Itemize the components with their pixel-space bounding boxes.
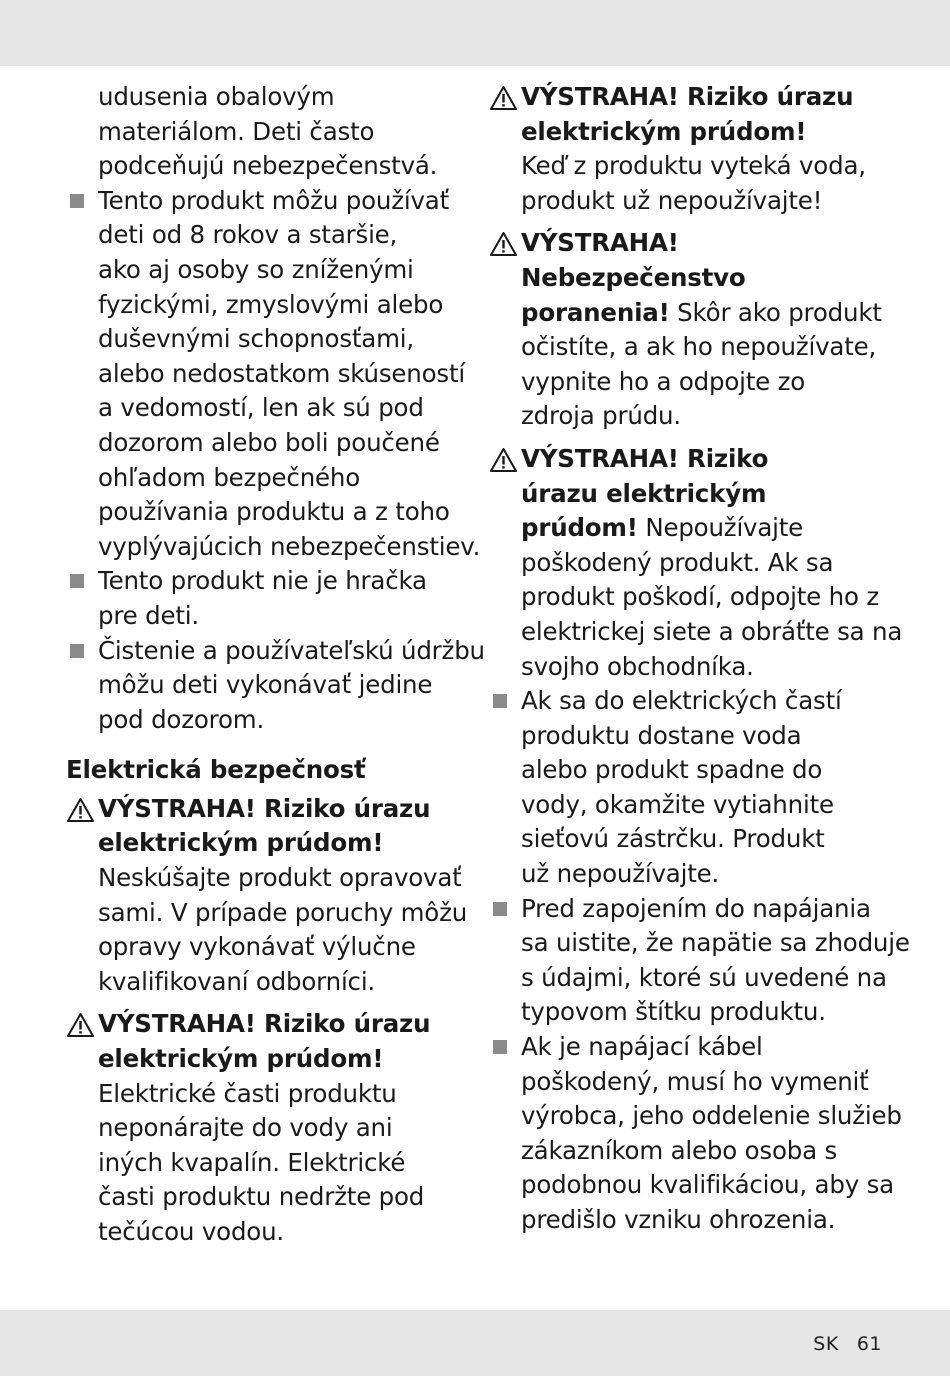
text-line: poškodený, musí ho vymeniť	[521, 1066, 869, 1096]
text-line: Tento produkt nie je hračka	[98, 566, 427, 596]
warning-title: elektrickým prúdom!	[521, 116, 807, 146]
warning-title: elektrickým prúdom!	[98, 828, 384, 858]
warning-title: VÝSTRAHA! Riziko úrazu	[521, 82, 854, 111]
text-line: s údajmi, ktoré sú uvedené na	[521, 962, 887, 992]
text-line: alebo produkt spadne do	[521, 755, 823, 785]
text-line: Elektrické časti produktu	[98, 1078, 397, 1108]
warning-triangle-icon	[489, 85, 518, 111]
text-line: vody, okamžite vytiahnite	[521, 789, 834, 819]
warning-text-inline: Nepoužívajte	[637, 513, 804, 543]
language-code: SK	[813, 1333, 839, 1355]
text-line: tečúcou vodou.	[98, 1217, 284, 1246]
warning-title: VÝSTRAHA! Riziko úrazu	[98, 1009, 431, 1039]
text-line: Ak je napájací kábel	[521, 1032, 763, 1062]
text-line: vypnite ho a odpojte zo	[521, 366, 806, 396]
list-item	[489, 892, 910, 1030]
text-line: duševnými schopnosťami,	[98, 324, 414, 354]
square-bullet-icon	[70, 574, 84, 588]
bottom-margin-band	[0, 1310, 950, 1376]
warning-triangle-icon	[489, 231, 518, 257]
text-line	[521, 511, 894, 546]
text-line: typovom štítku produktu.	[521, 997, 826, 1027]
text-line: produktu dostane voda	[521, 720, 802, 750]
square-bullet-icon	[493, 1040, 507, 1054]
warning-title: VÝSTRAHA! Riziko	[521, 443, 769, 473]
list-item	[489, 1030, 902, 1238]
warning-triangle-icon	[66, 1012, 95, 1038]
text-line: opravy vykonávať výlučne	[98, 932, 416, 962]
warning-title: Nebezpečenstvo	[521, 262, 746, 292]
text-line: Pred zapojením do napájania	[521, 893, 871, 923]
text-line: kvalifikovaní odborníci.	[98, 966, 376, 996]
text-line: Ak sa do elektrických častí	[521, 686, 842, 716]
warning-title: VÝSTRAHA! Riziko úrazu	[98, 793, 431, 823]
warning-triangle-icon	[66, 797, 95, 823]
text-line: ako aj osoby so zníženými	[98, 254, 414, 284]
text-line: sieťovú zástrčku. Produkt	[521, 824, 825, 854]
text-line: môžu deti vykonávať jedine	[98, 670, 433, 700]
warning-block	[66, 1007, 466, 1249]
text-line: Tento produkt môžu používať	[98, 185, 450, 215]
text-line: elektrickej siete a obráťte sa na	[521, 616, 903, 646]
page-footer	[813, 1333, 882, 1355]
warning-block	[489, 442, 903, 684]
text-line: zákazníkom alebo osoba s	[521, 1135, 838, 1165]
continuation-paragraph	[66, 80, 466, 184]
text-line: fyzickými, zmyslovými alebo	[98, 289, 444, 319]
text-line: materiálom. Deti často	[98, 116, 375, 146]
warning-block	[489, 80, 894, 218]
text-line: pre deti.	[98, 600, 199, 630]
text-line: produkt už nepoužívajte!	[521, 185, 823, 215]
top-margin-band	[0, 0, 950, 66]
text-line: sa uistite, že napätie sa zhoduje	[521, 928, 910, 958]
warning-triangle-icon	[489, 447, 518, 473]
text-line: svojho obchodníka.	[521, 651, 754, 681]
left-column	[66, 80, 485, 1250]
square-bullet-icon	[493, 902, 507, 916]
text-line: časti produktu nedržte pod	[98, 1182, 425, 1212]
text-line: predišlo vzniku ohrozenia.	[521, 1205, 836, 1234]
text-line: Keď z produktu vyteká voda,	[521, 151, 866, 181]
warning-title: poranenia!	[521, 297, 670, 327]
text-line: neponárajte do vody ani	[98, 1113, 393, 1143]
list-item	[66, 184, 481, 565]
text-line: dozorom alebo boli poučené	[98, 427, 440, 457]
warning-title: VÝSTRAHA!	[521, 228, 679, 258]
warning-block	[66, 792, 466, 1000]
text-line: udusenia obalovým	[98, 82, 335, 111]
text-line: používania produktu a z toho	[98, 497, 450, 527]
text-line: deti od 8 rokov a staršie,	[98, 220, 398, 250]
warning-title: elektrickým prúdom!	[98, 1044, 384, 1074]
text-line: pod dozorom.	[98, 704, 265, 734]
list-item	[489, 684, 894, 892]
right-column	[489, 80, 910, 1238]
text-line: Neskúšajte produkt opravovať	[98, 863, 462, 893]
text-line: už nepoužívajte.	[521, 859, 720, 889]
text-line: zdroja prúdu.	[521, 401, 681, 431]
text-line	[521, 296, 894, 331]
warning-block	[489, 226, 894, 434]
text-line: vyplývajúcich nebezpečenstiev.	[98, 531, 481, 561]
text-line: alebo nedostatkom skúseností	[98, 358, 465, 388]
text-line: podobnou kvalifikáciou, aby sa	[521, 1170, 894, 1200]
text-line: a vedomostí, len ak sú pod	[98, 393, 424, 423]
square-bullet-icon	[70, 644, 84, 658]
text-line: sami. V prípade poruchy môžu	[98, 897, 468, 927]
square-bullet-icon	[70, 194, 84, 208]
warning-title: prúdom!	[521, 513, 638, 543]
text-line: podceňujú nebezpečenstvá.	[98, 151, 438, 181]
text-line: Čistenie a používateľskú údržbu	[98, 635, 485, 665]
warning-text-inline: Skôr ako produkt	[669, 297, 882, 327]
text-line: výrobca, jeho oddelenie služieb	[521, 1101, 902, 1131]
square-bullet-icon	[493, 694, 507, 708]
section-heading: Elektrická bezpečnosť	[66, 755, 366, 785]
text-line: ohľadom bezpečného	[98, 462, 361, 492]
warning-title: úrazu elektrickým	[521, 478, 767, 508]
page-number: 61	[856, 1333, 882, 1355]
list-item	[66, 564, 466, 633]
list-item	[66, 634, 485, 738]
text-line: iných kvapalín. Elektrické	[98, 1147, 406, 1177]
text-line: produkt poškodí, odpojte ho z	[521, 582, 880, 612]
text-line: poškodený produkt. Ak sa	[521, 547, 834, 577]
text-line: očistíte, a ak ho nepoužívate,	[521, 332, 877, 362]
